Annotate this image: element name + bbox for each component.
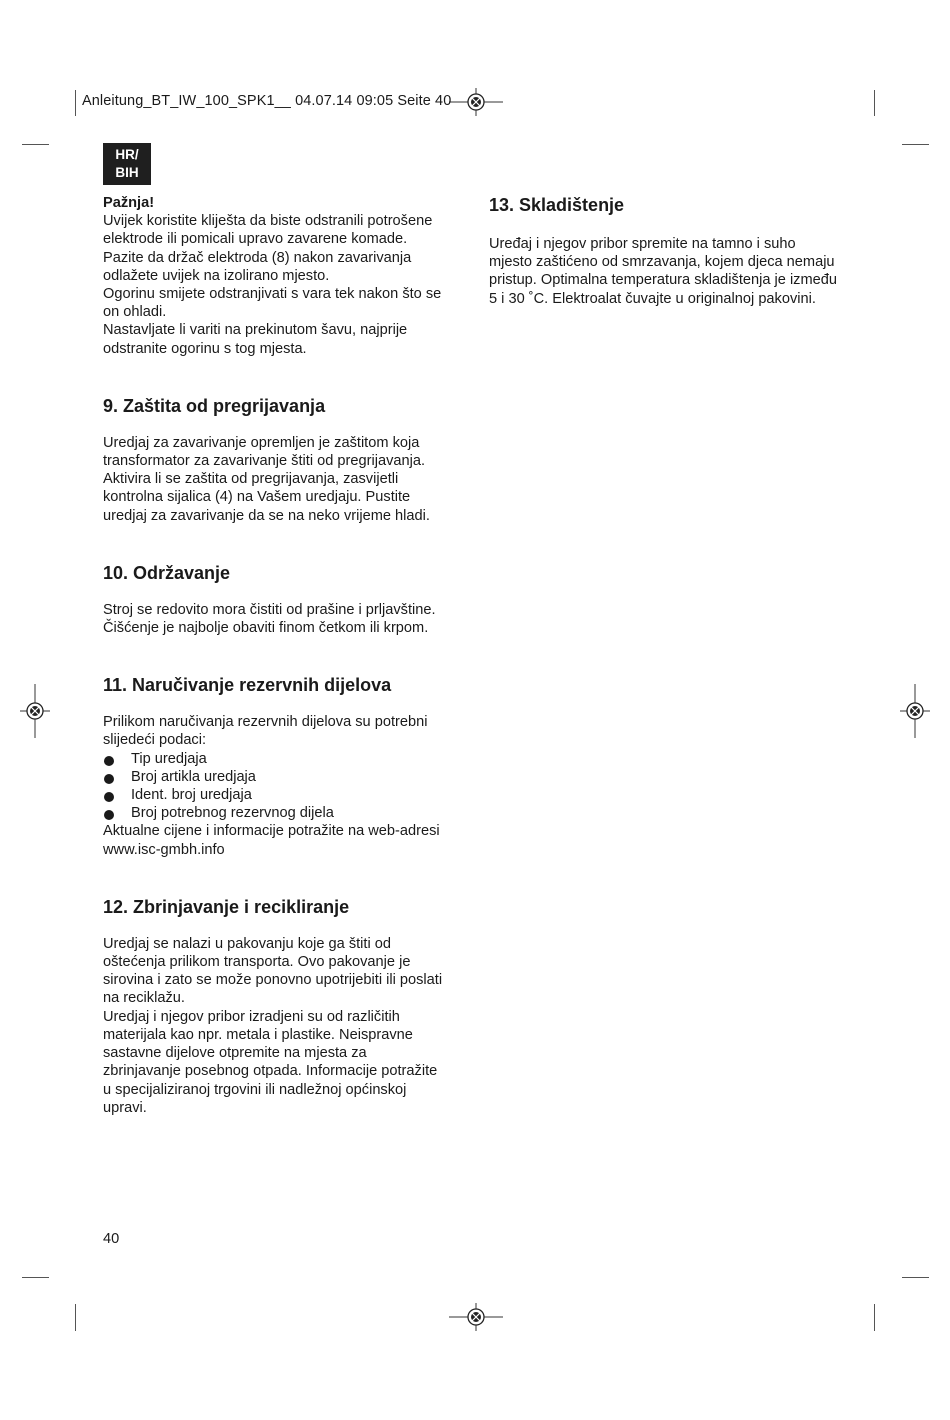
- text-line: transformator za zavarivanje štiti od pregrijavanja.: [103, 453, 426, 470]
- text-line: Uređaj i njegov pribor spremite na tamno i suho: [489, 236, 796, 252]
- text-line: 5 i 30 ˚C. Elektroalat čuvajte u originalnoj pakovini.: [489, 290, 816, 307]
- text-line: Uvijek koristite kliješta da biste odstranili potrošene: [103, 213, 433, 230]
- bullet-icon: [104, 774, 114, 784]
- crop-mark-top-right-vertical: [874, 90, 875, 116]
- text-line: Uredjaj za zavarivanje opremljen je zaštitom koja: [103, 434, 420, 451]
- list-item-label: Broj artikla uredjaja: [131, 768, 256, 785]
- text-line: na reciklažu.: [103, 990, 185, 1007]
- registration-mark-icon: [449, 1303, 503, 1331]
- bullet-list: [103, 750, 473, 823]
- language-badge-line: BIH: [115, 165, 139, 180]
- text-line: sirovina i zato se može ponovno upotrijebiti ili poslati: [103, 972, 443, 989]
- left-column: [103, 194, 473, 1117]
- crop-mark-bottom-right-vertical: [874, 1304, 875, 1331]
- text-line: Uredjaj se nalazi u pakovanju koje ga štiti od: [103, 935, 391, 952]
- text-line: odstranite ogorinu s tog mjesta.: [103, 340, 307, 357]
- text-line: Aktualne cijene i informacije potražite na web-adresi: [103, 823, 440, 840]
- text-line: Stroj se redovito mora čistiti od prašine i prljavštine.: [103, 601, 436, 618]
- caution-block: [103, 194, 473, 358]
- text-line: Aktivira li se zaštita od pregrijavanja, zasvijetli: [103, 471, 399, 488]
- section-12: [103, 896, 473, 1117]
- text-line: odlažete uvijek na izolirano mjesto.: [103, 267, 330, 284]
- section-heading: 10. Održavanje: [103, 562, 231, 583]
- website-link: www.isc-gmbh.info: [103, 841, 225, 858]
- registration-mark-icon: [900, 684, 930, 738]
- language-badge: [103, 143, 151, 185]
- text-line: Čišćenje je najbolje obaviti finom četkom ili krpom.: [103, 620, 429, 637]
- text-line: kontrolna sijalica (4) na Vašem uredjaju. Pustite: [103, 489, 411, 506]
- text-line: Pazite da držač elektroda (8) nakon zavarivanja: [103, 249, 412, 266]
- text-line: Nastavljate li variti na prekinutom šavu, najprije: [103, 322, 408, 339]
- bullet-icon: [104, 756, 114, 766]
- crop-mark-top-right-horizontal: [902, 144, 929, 145]
- text-line: on ohladi.: [103, 304, 167, 321]
- registration-mark-icon: [449, 88, 503, 116]
- list-item-label: Broj potrebnog rezervnog dijela: [131, 805, 334, 822]
- list-item: [103, 804, 473, 822]
- crop-mark-bottom-left-horizontal: [22, 1277, 49, 1278]
- section-10: [103, 562, 473, 637]
- print-slug: Anleitung_BT_IW_100_SPK1__ 04.07.14 09:05 Seite 40: [82, 93, 452, 109]
- text-line: materijala kao npr. metala i plastike. Neispravne: [103, 1026, 413, 1043]
- section-heading: 11. Naručivanje rezervnih dijelova: [103, 675, 392, 696]
- bullet-icon: [104, 792, 114, 802]
- language-badge-line: HR/: [115, 147, 139, 162]
- text-line: zbrinjavanje posebnog otpada. Informacije potražite: [103, 1063, 438, 1080]
- section-heading: 9. Zaštita od pregrijavanja: [103, 395, 326, 416]
- text-line: Ogorinu smijete odstranjivati s vara tek nakon što se: [103, 286, 442, 303]
- text-line: uredjaj za zavarivanje da se na neko vrijeme hladi.: [103, 507, 430, 524]
- registration-mark-icon: [20, 684, 50, 738]
- page-number: 40: [103, 1231, 120, 1247]
- section-9: [103, 395, 473, 525]
- bullet-icon: [104, 810, 114, 820]
- crop-mark-top-left-vertical: [75, 90, 76, 116]
- crop-mark-bottom-right-horizontal: [902, 1277, 929, 1278]
- text-line: Uredjaj i njegov pribor izradjeni su od različitih: [103, 1008, 400, 1025]
- text-line: slijedeći podaci:: [103, 732, 207, 749]
- text-line: mjesto zaštićeno od smrzavanja, kojem djeca nemaju: [489, 254, 835, 271]
- text-line: Prilikom naručivanja rezervnih dijelova su potrebni: [103, 714, 428, 731]
- crop-mark-top-left-horizontal: [22, 144, 49, 145]
- caution-title: Pažnja!: [103, 195, 155, 211]
- right-column: [489, 194, 859, 308]
- list-item: [103, 768, 473, 786]
- list-item: [103, 750, 473, 768]
- section-heading: 12. Zbrinjavanje i recikliranje: [103, 896, 350, 917]
- text-line: u specijaliziranoj trgovini ili nadležnoj općinskoj: [103, 1081, 407, 1098]
- list-item: [103, 786, 473, 804]
- text-line: elektrode ili pomicali upravo zavarene komade.: [103, 231, 408, 248]
- text-line: oštećenja prilikom transporta. Ovo pakovanje je: [103, 954, 411, 971]
- section-13: [489, 194, 859, 308]
- section-heading: 13. Skladištenje: [489, 195, 625, 215]
- section-11: [103, 674, 473, 859]
- crop-mark-bottom-left-vertical: [75, 1304, 76, 1331]
- list-item-label: Tip uredjaja: [131, 750, 207, 767]
- list-item-label: Ident. broj uredjaja: [131, 787, 252, 804]
- text-line: sastavne dijelove otpremite na mjesta za: [103, 1045, 367, 1062]
- text-line: upravi.: [103, 1099, 147, 1116]
- text-line: pristup. Optimalna temperatura skladištenja je između: [489, 272, 837, 289]
